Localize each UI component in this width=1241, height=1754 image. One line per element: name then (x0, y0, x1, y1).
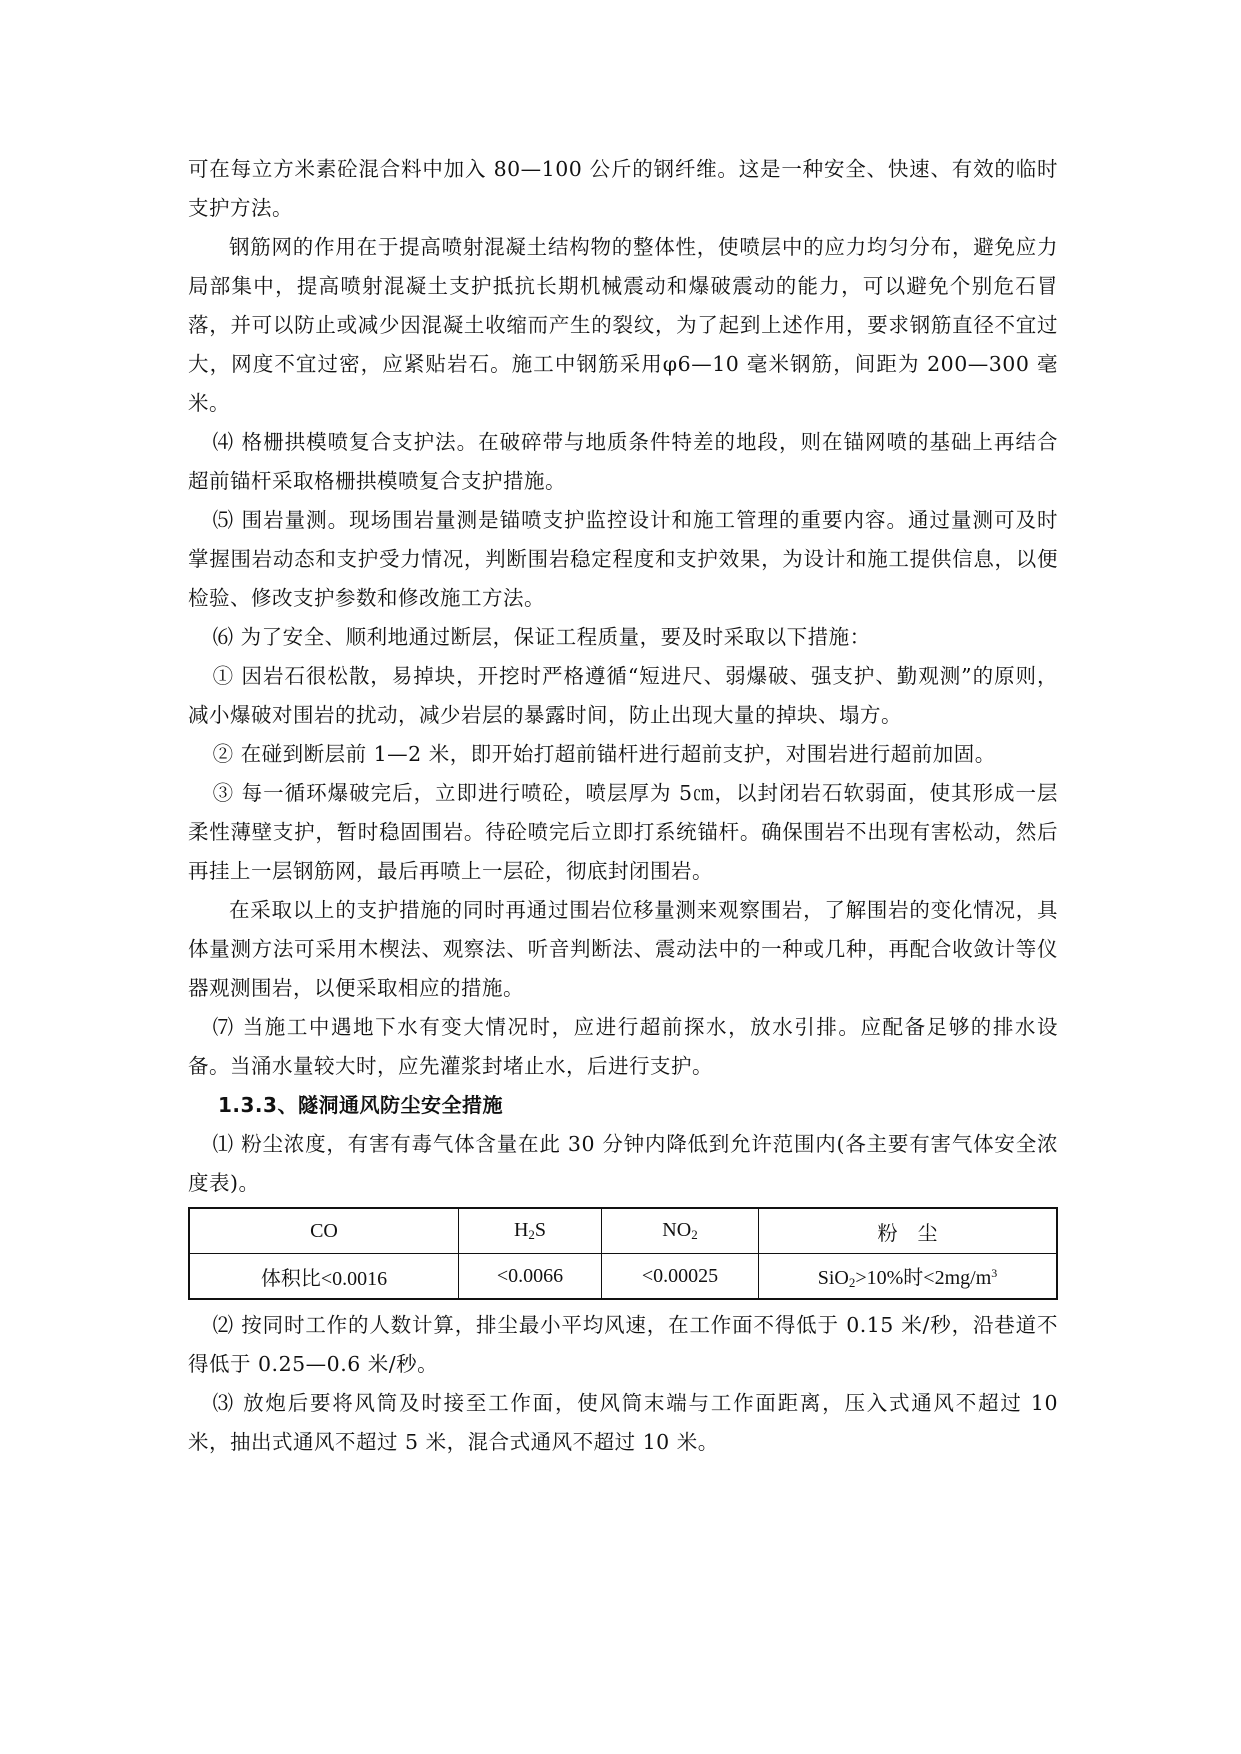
value-h2s: <0.0066 (459, 1254, 602, 1300)
paragraph-groundwater: ⑺ 当施工中遇地下水有变大情况时，应进行超前探水，放水引排。应配备足够的排水设备。当涌水量较大时，应先灌浆封堵止水，后进行支护。 (188, 1015, 1058, 1078)
paragraph-steel-mesh: 钢筋网的作用在于提高喷射混凝土结构物的整体性，使喷层中的应力均匀分布，避免应力局部集中，提高喷射混凝土支护抵抗长期机械震动和爆破震动的能力，可以避免个别危石冒落，并可以防止或减少因混凝土收缩而产生的裂纹，为了起到上述作用，要求钢筋直径不宜过大，网度不宜过密，应紧贴岩石。施工中钢筋采用φ6—10 毫米钢筋，间距为 200—300 毫米。 (188, 235, 1058, 415)
paragraph-wind-speed: ⑵ 按同时工作的人数计算，排尘最小平均风速，在工作面不得低于 0.15 米/秒，沿巷道不得低于 0.25—0.6 米/秒。 (188, 1313, 1058, 1376)
table-header-row (189, 1208, 1057, 1254)
section-heading: 1.3.3、隧洞通风防尘安全措施 (218, 1093, 503, 1117)
paragraph-fault-measures: ⑹ 为了安全、顺利地通过断层，保证工程质量，要及时采取以下措施： (212, 625, 871, 649)
header-no2: $NO_2$ (602, 1208, 759, 1254)
document-page (188, 150, 1058, 1462)
value-co: 体积比<0.0016 (189, 1254, 459, 1300)
paragraph-displacement: 在采取以上的支护措施的同时再通过围岩位移量测来观察围岩，了解围岩的变化情况，具体量测方法可采用木楔法、观察法、听音判断法、震动法中的一种或几种，再配合收敛计等仪器观测围岩，以便采取相应的措施。 (188, 898, 1058, 1000)
paragraph-measure-3: ③ 每一循环爆破完后，立即进行喷砼，喷层厚为 5㎝，以封闭岩石软弱面，使其形成一层柔性薄壁支护，暂时稳固围岩。待砼喷完后立即打系统锚杆。确保围岩不出现有害松动，然后再挂上一层钢筋网，最后再喷上一层砼，彻底封闭围岩。 (188, 781, 1058, 883)
paragraph-measure-1: ① 因岩石很松散，易掉块，开挖时严格遵循“短进尺、弱爆破、强支护、勤观测”的原则，减小爆破对围岩的扰动，减少岩层的暴露时间，防止出现大量的掉块、塌方。 (188, 664, 1058, 727)
header-co: CO (189, 1208, 459, 1254)
paragraph-rock-measurement: ⑸ 围岩量测。现场围岩量测是锚喷支护监控设计和施工管理的重要内容。通过量测可及时掌握围岩动态和支护受力情况，判断围岩稳定程度和支护效果，为设计和施工提供信息，以便检验、修改支护参数和修改施工方法。 (188, 508, 1058, 610)
gas-concentration-table (188, 1207, 1058, 1300)
value-dust: SiO$_2$>10%时$<2mg/m^3$ (759, 1254, 1058, 1300)
header-h2s: $H_2S$ (459, 1208, 602, 1254)
header-dust: 粉 尘 (759, 1208, 1058, 1254)
paragraph-duct-distance: ⑶ 放炮后要将风筒及时接至工作面，使风筒末端与工作面距离，压入式通风不超过 10 米，抽出式通风不超过 5 米，混合式通风不超过 10 米。 (188, 1391, 1058, 1454)
value-no2: <0.00025 (602, 1254, 759, 1300)
paragraph-measure-2: ② 在碰到断层前 1—2 米，即开始打超前锚杆进行超前支护，对围岩进行超前加固。 (212, 742, 996, 766)
table-row (189, 1254, 1057, 1300)
paragraph-grid-arch: ⑷ 格栅拱模喷复合支护法。在破碎带与地质条件特差的地段，则在锚网喷的基础上再结合超前锚杆采取格栅拱模喷复合支护措施。 (188, 430, 1058, 493)
paragraph-steel-fiber: 可在每立方米素砼混合料中加入 80—100 公斤的钢纤维。这是一种安全、快速、有效的临时支护方法。 (188, 157, 1058, 220)
paragraph-dust: ⑴ 粉尘浓度，有害有毒气体含量在此 30 分钟内降低到允许范围内(各主要有害气体安全浓度表)。 (188, 1132, 1058, 1195)
